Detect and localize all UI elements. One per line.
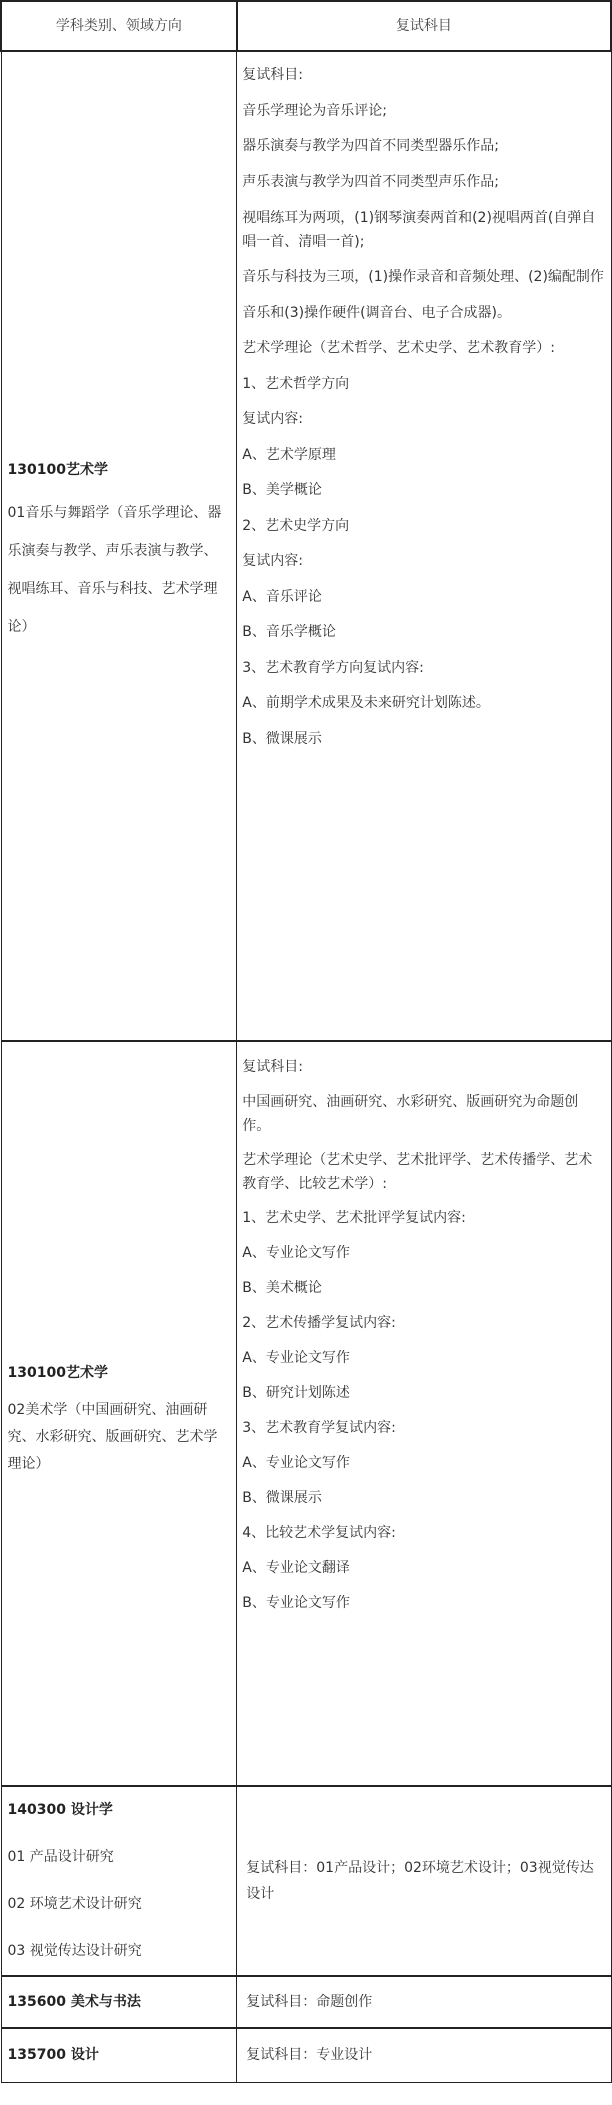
subject-line: A、专业论文写作 <box>242 1245 350 1261</box>
discipline-code: 135700 设计 <box>1 2028 237 2082</box>
subject-line: 复试内容: <box>242 553 303 569</box>
discipline-direction: 01音乐与舞蹈学（音乐学理论、器乐演奏与教学、声乐表演与教学、视唱练耳、音乐与科技、艺术学理论） <box>7 504 222 635</box>
subject-line: A、音乐评论 <box>242 588 322 605</box>
table-row <box>1 1041 611 1786</box>
subject-line: 2、艺术传播学复试内容: <box>242 1315 396 1331</box>
subject-line: B、微课展示 <box>242 730 322 747</box>
subject-line: 艺术学理论（艺术哲学、艺术史学、艺术教育学）: <box>242 340 555 356</box>
subject-line: B、音乐学概论 <box>242 624 336 640</box>
subject-line: A、专业论文翻译 <box>242 1560 350 1576</box>
subjects-cell <box>237 1786 611 1976</box>
table-row <box>1 2028 611 2082</box>
subject-line: 艺术学理论（艺术史学、艺术批评学、艺术传播学、艺术教育学、比较艺术学）: <box>242 1152 593 1192</box>
subject-line: B、美学概论 <box>242 482 322 498</box>
subject-line: 视唱练耳为两项，(1)钢琴演奏两首和(2)视唱两首(自弹自唱一首、清唱一首); <box>242 210 596 250</box>
discipline-cell <box>1 51 237 1041</box>
subject-line: 1、艺术哲学方向 <box>242 375 350 392</box>
subject-line: 复试科目：命题创作 <box>237 1976 611 2028</box>
table-header-row <box>1 1 611 51</box>
discipline-direction: 01 产品设计研究 <box>7 1849 114 1865</box>
subject-line: 声乐表演与教学为四首不同类型声乐作品; <box>242 173 499 190</box>
discipline-direction: 02美术学（中国画研究、油画研究、水彩研究、版画研究、艺术学理论） <box>7 1401 218 1472</box>
subject-line: B、专业论文写作 <box>242 1595 350 1611</box>
subject-line: B、微课展示 <box>242 1490 322 1506</box>
discipline-cell <box>1 1041 237 1786</box>
discipline-code: 135600 美术与书法 <box>1 1976 237 2028</box>
subject-line: 中国画研究、油画研究、水彩研究、版画研究为命题创作。 <box>242 1094 579 1134</box>
table-row <box>1 1976 611 2028</box>
subject-line: 复试科目：01产品设计；02环境艺术设计；03视觉传达设计 <box>246 1860 594 1902</box>
header-discipline: 学科类别、领域方向 <box>1 1 237 51</box>
subject-line: 复试科目: <box>242 1059 303 1075</box>
subject-line: B、美术概论 <box>242 1280 322 1296</box>
subject-line: 4、比较艺术学复试内容: <box>242 1525 396 1541</box>
subject-line: 1、艺术史学、艺术批评学复试内容: <box>242 1210 466 1226</box>
subject-line: 3、艺术教育学复试内容: <box>242 1420 396 1436</box>
subject-line: A、艺术学原理 <box>242 446 336 463</box>
discipline-code: 130100艺术学 <box>7 1364 108 1381</box>
discipline-cell <box>1 1786 237 1976</box>
discipline-direction: 02 环境艺术设计研究 <box>7 1896 142 1912</box>
subject-line: A、专业论文写作 <box>242 1350 350 1366</box>
subject-line: 复试内容: <box>242 411 303 427</box>
header-subjects: 复试科目 <box>237 1 611 51</box>
table-row <box>1 51 611 1041</box>
subject-line: 复试科目：专业设计 <box>237 2028 611 2082</box>
subject-line: 3、艺术教育学方向复试内容: <box>242 659 424 676</box>
subject-line: A、前期学术成果及未来研究计划陈述。 <box>242 695 490 711</box>
subject-line: 音乐学理论为音乐评论; <box>242 102 387 119</box>
discipline-direction: 03 视觉传达设计研究 <box>7 1943 142 1959</box>
subject-line: 2、艺术史学方向 <box>242 517 350 534</box>
subject-line: B、研究计划陈述 <box>242 1385 350 1401</box>
table-row <box>1 1786 611 1976</box>
subject-line: 音乐与科技为三项，(1)操作录音和音频处理、(2)编配制作音乐和(3)操作硬件(调音台、电子合成器)。 <box>242 269 604 321</box>
subjects-cell <box>237 1041 611 1786</box>
discipline-code: 130100艺术学 <box>7 461 108 478</box>
subject-line: 器乐演奏与教学为四首不同类型器乐作品; <box>242 138 499 154</box>
discipline-code: 140300 设计学 <box>7 1802 113 1818</box>
subject-line: 复试科目: <box>242 67 303 83</box>
subjects-cell <box>237 51 611 1041</box>
subject-line: A、专业论文写作 <box>242 1455 350 1471</box>
